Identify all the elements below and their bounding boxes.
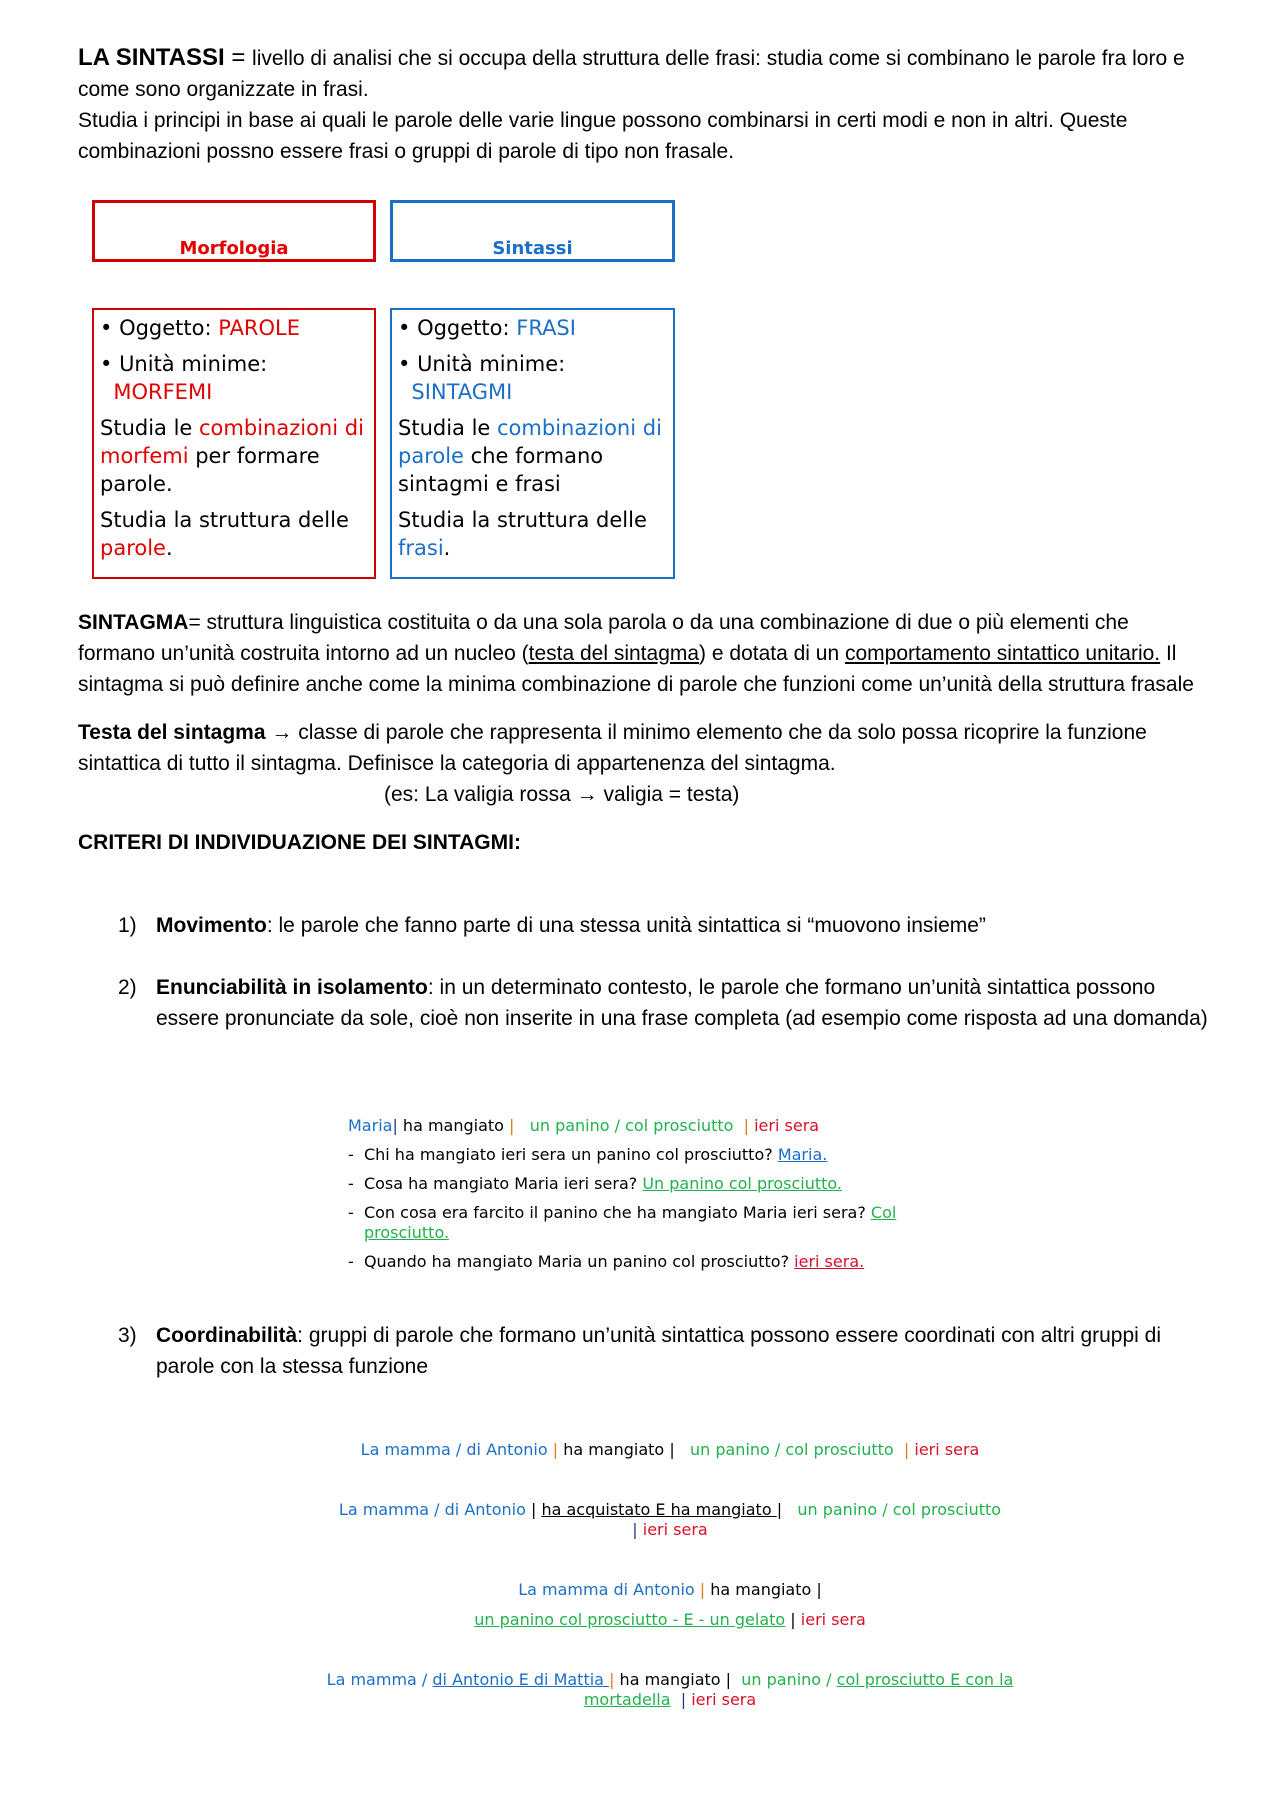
answer: Col prosciutto. (364, 1203, 897, 1242)
segment: ieri sera (754, 1116, 820, 1135)
text: . (443, 536, 451, 560)
value: FRASI (516, 316, 576, 340)
segment: un panino / col prosciutto (529, 1116, 734, 1135)
segment: un panino / col prosciutto (689, 1440, 894, 1459)
segment: La mamma / di Antonio (360, 1440, 548, 1459)
separator: | (816, 1580, 822, 1599)
text: che formano sintagmi e frasi (398, 444, 604, 496)
text: frasi (398, 536, 444, 560)
text: Studia le (398, 416, 498, 440)
text: classe di parole che rappresenta il minimo elemento che da solo possa ricoprire la funzione sintattica di tutto il sintagma. Definisce la categoria di appartenenza del sintagma. (78, 721, 1147, 775)
segment: ieri sera (800, 1610, 866, 1629)
example-coordinabilita (300, 1440, 1040, 1710)
separator: | (392, 1116, 398, 1135)
example-line-1 (300, 1440, 1040, 1460)
example-line-4 (320, 1670, 1020, 1710)
segment: ha mangiato (619, 1670, 721, 1689)
separator: | (552, 1440, 559, 1459)
arrow-icon: → (265, 721, 299, 744)
criterion-2 (118, 972, 1208, 1034)
definition: livello di analisi che si occupa della struttura delle frasi: studia come si combinano le parole fra loro e come sono organizzate in frasi. (78, 47, 1185, 101)
text: Studia le (100, 416, 200, 440)
separator: | (743, 1116, 750, 1135)
sintassi-header: Sintassi (390, 200, 675, 262)
segment: ha mangiato (563, 1440, 665, 1459)
separator: | (790, 1610, 796, 1629)
example: valigia = testa) (603, 783, 740, 806)
label: Unità minime: (119, 352, 268, 376)
example-line-3 (300, 1580, 1040, 1600)
answer: Maria. (777, 1145, 828, 1164)
segment: ieri sera (914, 1440, 980, 1459)
intro-paragraph: Studia i principi in base ai quali le parole delle varie lingue possono combinarsi in certi modi e non in altri. Queste combinazioni possno essere frasi o gruppi di parole di tipo non frasale. (78, 109, 1128, 163)
text: : gruppi di parole che formano un’unità sintattica possono essere coordinati con altri gruppi di parole con la stessa funzione (156, 1324, 1162, 1378)
text: Studia la struttura delle (100, 508, 349, 532)
answer: ieri sera. (794, 1252, 865, 1271)
segment: un panino / col prosciutto (797, 1500, 1002, 1519)
answer: Un panino col prosciutto. (642, 1174, 842, 1193)
text: combinazioni di parole (398, 416, 662, 468)
sintassi-box: • Oggetto: FRASI • Unità minime: SINTAGMI Studia le combinazioni di parole che formano sintagmi e frasi Studia la struttura delle frasi. (390, 308, 675, 579)
separator: | (632, 1520, 638, 1539)
term: Testa del sintagma (78, 721, 266, 744)
text: testa del sintagma (528, 642, 700, 665)
segment: ha mangiato (710, 1580, 812, 1599)
label: Oggetto: (119, 316, 219, 340)
segment: La mamma / di Antonio (338, 1500, 526, 1519)
term: Enunciabilità in isolamento (156, 976, 428, 999)
text: ) e dotata di un (699, 642, 845, 665)
sintagma-definition (78, 607, 1208, 858)
text: : le parole che fanno parte di una stessa unità sintattica si “muovono insieme” (266, 914, 986, 937)
separator: | (530, 1500, 537, 1519)
example-movimento: Maria| ha mangiato | un panino / col prosciutto | ieri sera - Chi ha mangiato ieri sera un panino col prosciutto? Maria. - Cosa ha mangiato Maria ieri sera? Un panino col prosciutto. - Con cosa era farcito il panino che ha mangiato Maria ieri sera? Col prosciutto. - Quando ha mangiato Maria un panino col prosciutto? ieri sera. (348, 1116, 897, 1271)
text: Il sintagma si può definire anche come la minima combinazione di parole che funzioni come un’unità della struttura frasale (78, 642, 1194, 696)
segment: La mamma di Antonio (518, 1580, 695, 1599)
question: Chi ha mangiato ieri sera un panino col prosciutto? (363, 1145, 778, 1164)
criteri-title: CRITERI DI INDIVIDUAZIONE DEI SINTAGMI: (78, 831, 521, 854)
text: per formare parole. (100, 444, 320, 496)
separator: | (509, 1116, 515, 1135)
text: : in un determinato contesto, le parole che formano un’unità sintattica possono essere pronunciate da sole, cioè non inserite in una frase completa (ad esempio come risposta ad una domanda) (156, 976, 1208, 1030)
segment: Maria (348, 1116, 393, 1135)
label: Oggetto: (417, 316, 517, 340)
segment: ieri sera (691, 1690, 757, 1709)
segment: col prosciutto E con la mortadella (583, 1670, 1014, 1709)
question: Cosa ha mangiato Maria ieri sera? (363, 1174, 643, 1193)
number: 2) (118, 976, 137, 999)
equals: = (224, 44, 253, 71)
criterion-1 (118, 910, 1208, 941)
number: 3) (118, 1324, 137, 1347)
segment: ieri sera (642, 1520, 708, 1539)
question: Quando ha mangiato Maria un panino col prosciutto? (363, 1252, 795, 1271)
separator: | (776, 1500, 783, 1519)
label: Unità minime: (417, 352, 566, 376)
separator: | (725, 1670, 732, 1689)
text: = struttura linguistica costituita o da una sola parola o da una combinazione di due o più elementi che formano un’unità costruita intorno ad un nucleo ( (78, 611, 1129, 665)
example-line-2 (320, 1500, 1020, 1540)
separator: | (669, 1440, 675, 1459)
arrow-icon: → (576, 783, 604, 806)
criterion-3 (118, 1320, 1208, 1382)
number: 1) (118, 914, 137, 937)
segment: La mamma / (326, 1670, 433, 1689)
text: . (165, 536, 173, 560)
segment: un panino / (741, 1670, 837, 1689)
value: MORFEMI (113, 380, 213, 404)
separator: | (903, 1440, 910, 1459)
term: Coordinabilità (156, 1324, 298, 1347)
value: PAROLE (218, 316, 301, 340)
example: (es: La valigia rossa (384, 783, 577, 806)
question: Con cosa era farcito il panino che ha mangiato Maria ieri sera? (363, 1203, 871, 1222)
segment: di Antonio E di Mattia (432, 1670, 610, 1689)
separator: | (699, 1580, 706, 1599)
morfologia-box: • Oggetto: PAROLE • Unità minime: MORFEMI Studia le combinazioni di morfemi per formare parole. Studia la struttura delle parole. (92, 308, 376, 579)
term: Movimento (156, 914, 267, 937)
segment: ha mangiato (402, 1116, 504, 1135)
morfologia-header: Morfologia (92, 200, 376, 262)
intro (78, 42, 1208, 167)
title: LA SINTASSI (78, 44, 225, 71)
text: parole (100, 536, 166, 560)
segment: un panino col prosciutto - E - un gelato (474, 1610, 786, 1629)
value: SINTAGMI (411, 380, 513, 404)
text: Studia la struttura delle (398, 508, 647, 532)
text: comportamento sintattico unitario. (844, 642, 1161, 665)
text: combinazioni di morfemi (100, 416, 364, 468)
separator: | (609, 1670, 615, 1689)
term: SINTAGMA (78, 611, 189, 634)
segment: ha acquistato E ha mangiato (541, 1500, 777, 1519)
separator: | (680, 1690, 687, 1709)
